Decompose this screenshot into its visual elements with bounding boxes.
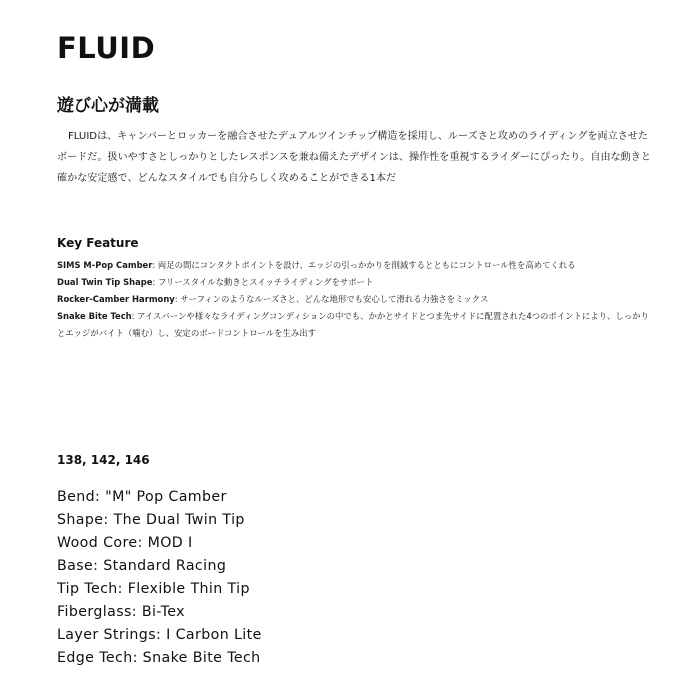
size-list: 138, 142, 146 [57, 453, 150, 467]
spec-tip-tech: Tip Tech: Flexible Thin Tip [57, 581, 250, 597]
spec-shape: Shape: The Dual Twin Tip [57, 512, 245, 528]
key-feature-text: フリースタイルな動きとスイッチライディングをサポート [157, 277, 374, 287]
key-feature-text: アイスバーンや様々なライディングコンディションの中でも、かかとサイドとつま先サイドに配置された4つのポイントにより、しっかりとエッジがバイト（噛む）し、安定のボードコントロールを生み出す [57, 311, 649, 338]
key-feature-name: Dual Twin Tip Shape : [57, 277, 158, 287]
key-feature-name: Rocker-Camber Harmony : [57, 294, 180, 304]
key-feature-item [57, 257, 657, 274]
key-feature-item [57, 291, 657, 308]
spec-layer-strings: Layer Strings: I Carbon Lite [57, 627, 262, 643]
key-feature-list [57, 257, 657, 342]
key-feature-heading: Key Feature [57, 236, 139, 250]
spec-list [57, 486, 262, 670]
spec-fiberglass: Fiberglass: Bi-Tex [57, 604, 185, 620]
key-feature-name: Snake Bite Tech : [57, 311, 137, 321]
key-feature-text: サーフィンのようなルーズさと、どんな地形でも安心して滑れる力強さをミックス [180, 294, 489, 304]
key-feature-name: SIMS M-Pop Camber : [57, 260, 158, 270]
spec-bend: Bend: "M" Pop Camber [57, 489, 227, 505]
spec-wood-core: Wood Core: MOD I [57, 535, 193, 551]
spec-base: Base: Standard Racing [57, 558, 227, 574]
product-title: FLUID [57, 31, 156, 65]
intro-paragraph: FLUIDは、キャンバーとロッカーを融合させたデュアルツインチップ構造を採用し、ルーズさと攻めのライディングを両立させたボードだ。扱いやすさとしっかりとしたレスポンスを兼ね備えたデザインは、操作性を重視するライダーにぴったり。自由な動きと確かな安定感で、どんなスタイルでも自分らしく攻めることができる1本だ [57, 131, 651, 184]
key-feature-item [57, 274, 657, 291]
spec-edge-tech: Edge Tech: Snake Bite Tech [57, 650, 261, 666]
key-feature-item [57, 308, 657, 342]
product-subtitle: 遊び心が満載 [57, 96, 159, 116]
key-feature-text: 両足の間にコンタクトポイントを設け、エッジの引っかかりを削減するとともにコントロール性を高めてくれる [157, 260, 576, 270]
